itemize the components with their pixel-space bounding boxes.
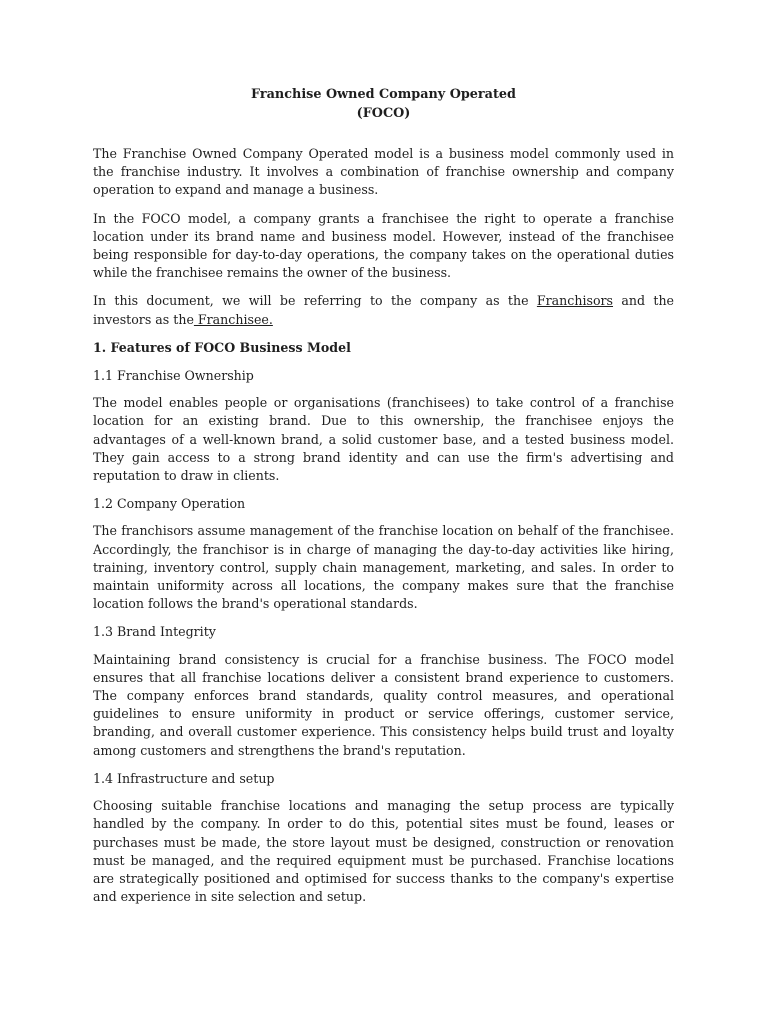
intro-paragraph-3 (93, 292, 674, 328)
subsection-1-4-text: Choosing suitable franchise locations and managing the setup process are typically handled by the company. In order to do this, potential sites must be found, leases or purchases must be made, the store layout must be designed, construction or renovation must be managed, and the required equipment must be purchased. Franchise locations are strategically positioned and optimised for success thanks to the company's expertise and experience in site selection and setup. (93, 798, 674, 905)
document-body (93, 86, 674, 916)
subsection-1-2-heading: 1.2 Company Operation (93, 496, 246, 512)
intro-paragraph-1: The Franchise Owned Company Operated model is a business model commonly used in the franchise industry. It involves a combination of franchise ownership and company operation to expand and manage a business. (93, 146, 674, 198)
intro-paragraph-2: In the FOCO model, a company grants a franchisee the right to operate a franchise location under its brand name and business model. However, instead of the franchisee being responsible for day-to-day operations, the company takes on the operational duties while the franchisee remains the owner of the business. (93, 210, 674, 281)
franchisors-term: Franchisors (536, 293, 614, 309)
document-title (93, 86, 674, 123)
intro-p3-mid: and the investors as the (93, 293, 675, 327)
subsection-1-1-heading: 1.1 Franchise Ownership (93, 368, 254, 384)
title-line-2: (FOCO) (356, 105, 411, 121)
franchisee-term: Franchisee. (193, 311, 273, 327)
intro-p3-start: In this document, we will be referring to the company as the (93, 293, 537, 309)
subsection-1-3-heading: 1.3 Brand Integrity (93, 624, 216, 640)
subsection-1-1-text: The model enables people or organisations (franchisees) to take control of a franchise location for an existing brand. Due to this ownership, the franchisee enjoys the advantages of a well-known brand, a solid customer base, and a tested business model. They gain access to a strong brand identity and can use the firm's advertising and reputation to draw in clients. (93, 395, 674, 484)
section-1-heading: 1. Features of FOCO Business Model (93, 339, 351, 355)
subsection-1-2-text: The franchisors assume management of the franchise location on behalf of the franchisee. Accordingly, the franchisor is in charge of managing the day-to-day activities like hiring, training, inventory control, supply chain management, marketing, and sales. In order to maintain uniformity across all locations, the company makes sure that the franchise location follows the brand's operational standards. (93, 523, 674, 612)
title-line-1: Franchise Owned Company Operated (251, 87, 516, 102)
subsection-1-3-text: Maintaining brand consistency is crucial for a franchise business. The FOCO model ensures that all franchise locations deliver a consistent brand experience to customers. The company enforces brand standards, quality control measures, and operational guidelines to ensure uniformity in product or service offerings, customer service, branding, and overall customer experience. This consistency helps build trust and loyalty among customers and strengthens the brand's reputation. (93, 651, 674, 758)
subsection-1-4-heading: 1.4 Infrastructure and setup (93, 770, 275, 786)
